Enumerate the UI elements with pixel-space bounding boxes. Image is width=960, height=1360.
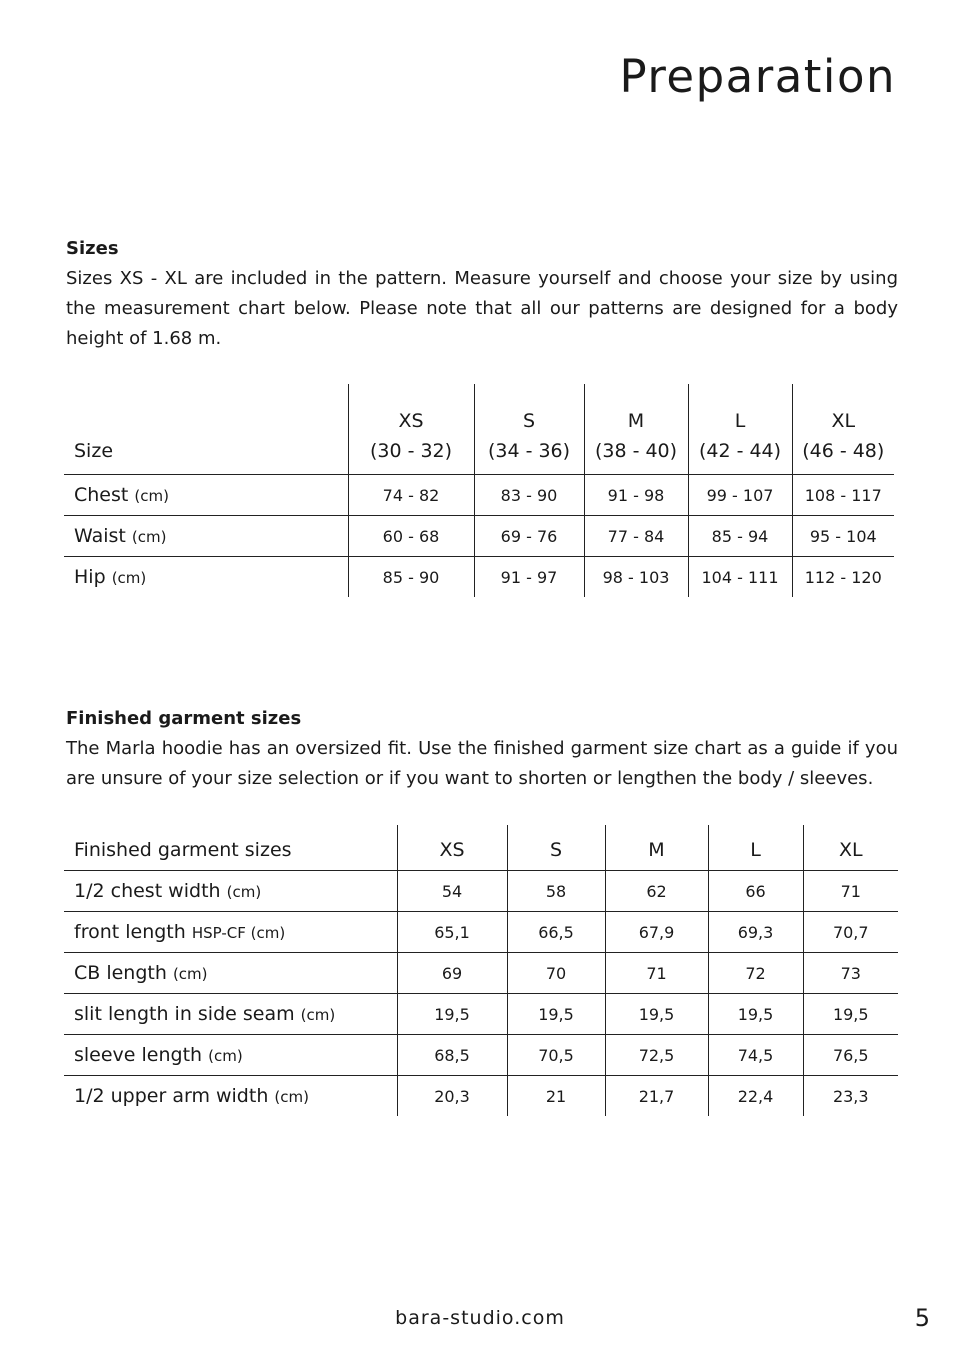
page-number: 5 <box>914 1304 930 1332</box>
garment-header-l: L <box>708 825 803 871</box>
table-cell: 108 - 117 <box>792 475 894 516</box>
table-cell: 70,7 <box>803 912 898 953</box>
garment-header-label: Finished garment sizes <box>74 838 292 861</box>
table-row-waist <box>64 516 894 557</box>
table-cell: 54 <box>397 871 507 912</box>
table-cell: 19,5 <box>605 994 708 1035</box>
table-cell: 22,4 <box>708 1076 803 1117</box>
size-range: (30 - 32) <box>369 440 453 462</box>
row-label: sleeve length (cm) <box>64 1035 397 1076</box>
table-cell: 19,5 <box>397 994 507 1035</box>
table-row <box>64 994 898 1035</box>
sizes-section <box>66 234 898 354</box>
table-cell: 65,1 <box>397 912 507 953</box>
table-cell: 19,5 <box>803 994 898 1035</box>
size-range: (42 - 44) <box>698 440 782 462</box>
size-header-xl <box>792 384 894 475</box>
garment-header-m: M <box>605 825 708 871</box>
size-range: (38 - 40) <box>594 440 678 462</box>
finished-garment-table <box>64 825 898 1116</box>
row-label: front length HSP-CF (cm) <box>64 912 397 953</box>
size-code: L <box>734 410 746 432</box>
sizes-description: Sizes XS - XL are included in the pattern. Measure yourself and choose your size by using the measurement chart below. Please note that all our patterns are designed for a body height of 1.68 m. <box>66 268 898 349</box>
table-cell: 95 - 104 <box>792 516 894 557</box>
table-row <box>64 1035 898 1076</box>
table-cell: 58 <box>507 871 605 912</box>
table-cell: 71 <box>605 953 708 994</box>
table-cell: 19,5 <box>708 994 803 1035</box>
table-cell: 69 - 76 <box>474 516 584 557</box>
table-cell: 72,5 <box>605 1035 708 1076</box>
table-cell: 71 <box>803 871 898 912</box>
table-cell: 70,5 <box>507 1035 605 1076</box>
size-header-xs <box>348 384 474 475</box>
table-cell: 60 - 68 <box>348 516 474 557</box>
table-cell: 91 - 98 <box>584 475 688 516</box>
size-range: (34 - 36) <box>487 440 571 462</box>
size-code: S <box>522 410 536 432</box>
table-cell: 20,3 <box>397 1076 507 1117</box>
table-cell: 76,5 <box>803 1035 898 1076</box>
row-label: 1/2 chest width (cm) <box>64 871 397 912</box>
size-range: (46 - 48) <box>802 440 885 462</box>
size-measurement-table <box>64 384 894 597</box>
garment-header-xs: XS <box>397 825 507 871</box>
row-label: slit length in side seam (cm) <box>64 994 397 1035</box>
table-cell: 74 - 82 <box>348 475 474 516</box>
table-header-row <box>64 825 898 871</box>
table-cell: 85 - 94 <box>688 516 792 557</box>
table-cell: 68,5 <box>397 1035 507 1076</box>
table-cell: 70 <box>507 953 605 994</box>
footer-website: bara-studio.com <box>395 1307 565 1329</box>
table-cell: 19,5 <box>507 994 605 1035</box>
table-cell: 83 - 90 <box>474 475 584 516</box>
row-label: CB length (cm) <box>64 953 397 994</box>
table-cell: 21 <box>507 1076 605 1117</box>
row-label: 1/2 upper arm width (cm) <box>64 1076 397 1117</box>
garment-description: The Marla hoodie has an oversized fit. Use the finished garment size chart as a guide if you are unsure of your size selection or if you want to shorten or lengthen the body / sleeves. <box>66 738 898 789</box>
size-header-s <box>474 384 584 475</box>
size-header-l <box>688 384 792 475</box>
table-cell: 67,9 <box>605 912 708 953</box>
table-cell: 72 <box>708 953 803 994</box>
size-code: M <box>627 410 645 432</box>
table-cell: 74,5 <box>708 1035 803 1076</box>
size-code: XS <box>398 410 424 432</box>
garment-heading: Finished garment sizes <box>66 708 302 729</box>
table-cell: 66,5 <box>507 912 605 953</box>
size-header-m <box>584 384 688 475</box>
table-cell: 112 - 120 <box>792 557 894 598</box>
row-label: Chest (cm) <box>64 475 348 516</box>
table-cell: 99 - 107 <box>688 475 792 516</box>
table-row <box>64 912 898 953</box>
table-row-hip <box>64 557 894 598</box>
table-cell: 21,7 <box>605 1076 708 1117</box>
table-row-chest <box>64 475 894 516</box>
table-header-row <box>64 384 894 475</box>
garment-header-s: S <box>507 825 605 871</box>
size-header-label: Size <box>74 440 114 462</box>
table-cell: 69 <box>397 953 507 994</box>
table-cell: 85 - 90 <box>348 557 474 598</box>
table-cell: 104 - 111 <box>688 557 792 598</box>
page-title: Preparation <box>619 50 896 103</box>
table-row <box>64 1076 898 1117</box>
table-cell: 98 - 103 <box>584 557 688 598</box>
garment-section <box>66 704 898 794</box>
table-cell: 69,3 <box>708 912 803 953</box>
table-cell: 66 <box>708 871 803 912</box>
row-label: Hip (cm) <box>64 557 348 598</box>
table-cell: 91 - 97 <box>474 557 584 598</box>
table-cell: 77 - 84 <box>584 516 688 557</box>
row-label: Waist (cm) <box>64 516 348 557</box>
table-row <box>64 871 898 912</box>
sizes-heading: Sizes <box>66 238 119 259</box>
size-code: XL <box>831 410 856 432</box>
table-cell: 62 <box>605 871 708 912</box>
table-row <box>64 953 898 994</box>
table-cell: 23,3 <box>803 1076 898 1117</box>
garment-header-xl: XL <box>803 825 898 871</box>
table-cell: 73 <box>803 953 898 994</box>
